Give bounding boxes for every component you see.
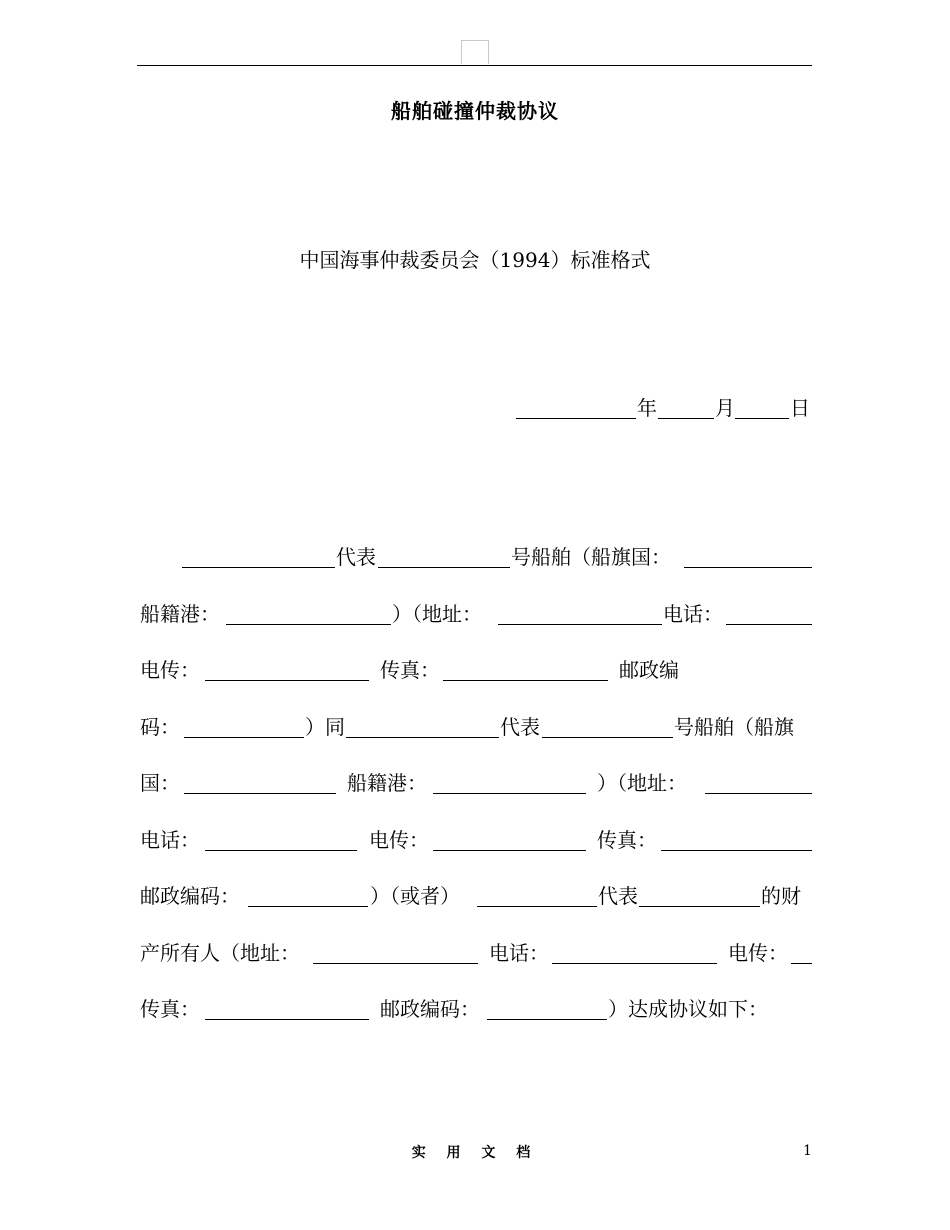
- party-b-telex-blank[interactable]: [433, 824, 586, 851]
- line-text: 国：: [140, 771, 180, 795]
- party-b-postcode-blank[interactable]: [248, 880, 368, 907]
- line-text: 号船舶（船旗国：: [511, 545, 671, 569]
- line-text: 邮政编: [619, 658, 679, 682]
- line-text: 传真：: [380, 658, 440, 682]
- party-c-postcode-blank[interactable]: [487, 993, 607, 1020]
- line-text: 电传：: [728, 941, 788, 965]
- year-blank[interactable]: [516, 392, 636, 419]
- party-c-phone-blank[interactable]: [552, 937, 717, 964]
- party-a-phone-blank[interactable]: [726, 598, 812, 625]
- line-text: ）（地址：: [597, 771, 687, 795]
- agreement-line-3: [140, 654, 812, 686]
- line-text: 船籍港：: [140, 602, 220, 626]
- header-tab-box: [461, 40, 489, 64]
- line-text: 电话：: [489, 941, 549, 965]
- month-blank[interactable]: [658, 392, 714, 419]
- agreement-line-7: [140, 880, 812, 912]
- party-b-address-blank[interactable]: [705, 767, 812, 794]
- header-rule: [137, 65, 812, 66]
- year-label: 年: [637, 396, 657, 420]
- line-text: 代表: [598, 884, 638, 908]
- ship-b-flag-blank[interactable]: [184, 767, 336, 794]
- agreement-line-1: [140, 541, 812, 573]
- line-text: 电话：: [663, 602, 723, 626]
- day-blank[interactable]: [735, 392, 789, 419]
- line-text: 代表: [500, 715, 540, 739]
- agreement-line-5: [140, 767, 812, 799]
- line-text: ）（或者）: [370, 884, 460, 908]
- line-text: ）达成协议如下：: [608, 997, 768, 1021]
- line-text: ）（地址：: [392, 602, 482, 626]
- line-text: 电传：: [369, 828, 429, 852]
- line-text: 电话：: [140, 828, 200, 852]
- line-text: 号船舶（船旗: [674, 715, 794, 739]
- party-b-name-blank[interactable]: [346, 711, 499, 738]
- line-text: 传真：: [140, 997, 200, 1021]
- line-text: 传真：: [597, 828, 657, 852]
- party-c-address-blank[interactable]: [313, 937, 478, 964]
- party-a-postcode-blank[interactable]: [184, 711, 304, 738]
- party-b-fax-blank[interactable]: [661, 824, 812, 851]
- page-number: 1: [803, 1143, 812, 1159]
- ship-a-flag-blank[interactable]: [684, 541, 812, 568]
- line-text: 的财: [761, 884, 801, 908]
- month-label: 月: [715, 396, 735, 420]
- party-c-fax-blank[interactable]: [205, 993, 369, 1020]
- party-c-telex-blank[interactable]: [791, 937, 812, 964]
- party-a-telex-blank[interactable]: [205, 654, 369, 681]
- line-text: 船籍港：: [347, 771, 427, 795]
- line-text: 电传：: [140, 658, 200, 682]
- party-a-name-blank[interactable]: [182, 541, 335, 568]
- ship-b-name-blank[interactable]: [542, 711, 673, 738]
- line-text: 邮政编码：: [380, 997, 480, 1021]
- document-subtitle: 中国海事仲裁委员会（1994）标准格式: [299, 248, 651, 272]
- agreement-line-9: [140, 993, 812, 1025]
- ship-a-port-blank[interactable]: [226, 598, 391, 625]
- party-b-phone-blank[interactable]: [205, 824, 357, 851]
- ship-b-port-blank[interactable]: [433, 767, 586, 794]
- agreement-line-8: [140, 937, 812, 969]
- day-label: 日: [790, 396, 810, 420]
- date-line: [516, 392, 816, 424]
- document-title: 船舶碰撞仲裁协议: [391, 99, 559, 123]
- footer-label: 实 用 文 档: [411, 1145, 539, 1161]
- line-text: ）同: [305, 715, 345, 739]
- line-text: 邮政编码：: [140, 884, 240, 908]
- property-blank[interactable]: [639, 880, 760, 907]
- party-a-address-blank[interactable]: [498, 598, 662, 625]
- agreement-line-6: [140, 824, 812, 856]
- ship-a-name-blank[interactable]: [378, 541, 510, 568]
- party-c-name-blank[interactable]: [477, 880, 597, 907]
- line-text: 产所有人（地址：: [140, 941, 300, 965]
- line-text: 码：: [140, 715, 180, 739]
- agreement-line-4: [140, 711, 812, 743]
- line-text: 代表: [336, 545, 376, 569]
- party-a-fax-blank[interactable]: [443, 654, 608, 681]
- agreement-line-2: [140, 598, 812, 630]
